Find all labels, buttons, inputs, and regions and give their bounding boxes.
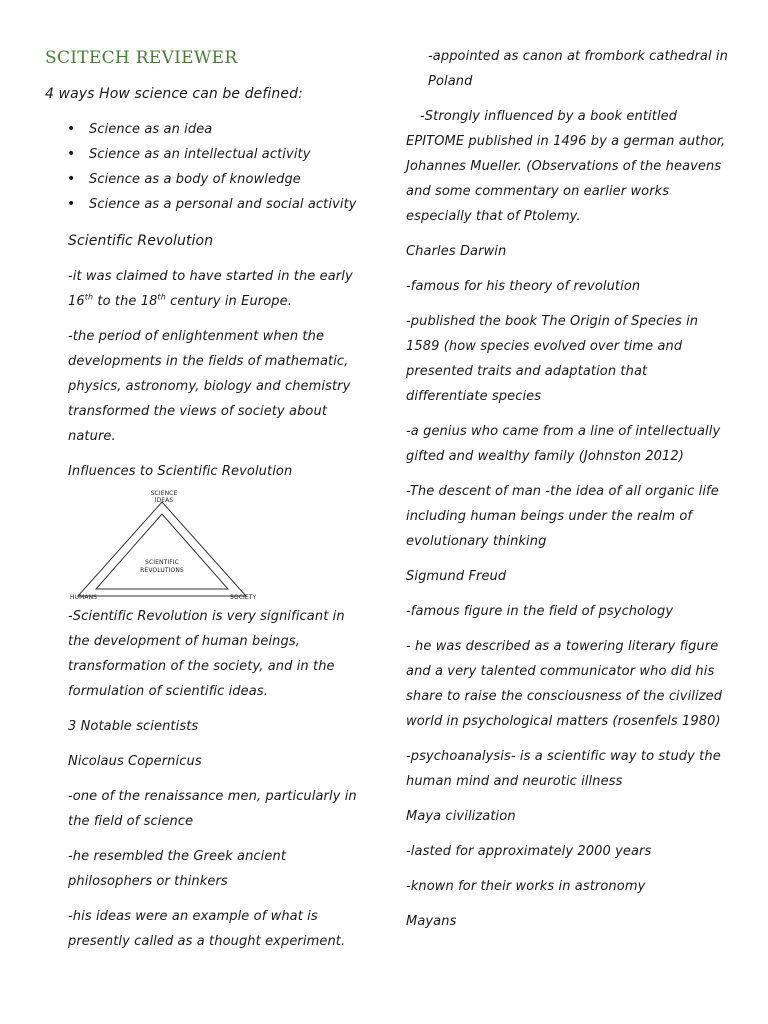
darwin-point: -a genius who came from a line of intellectually gifted and wealthy family (Johnston 2012) [406, 424, 721, 464]
diagram-left-label: HUMANS [70, 594, 98, 600]
copernicus-point: -one of the renaissance men, particularly in the field of science [68, 789, 357, 829]
freud-point: -psychoanalysis- is a scientific way to study the human mind and neurotic illness [406, 749, 721, 789]
definitions-list [45, 117, 365, 217]
left-column [45, 48, 365, 964]
list-item: • Science as an intellectual activity [45, 142, 365, 167]
diagram-center-label-1: SCIENTIFIC [145, 559, 179, 566]
page-title: SCITECH REVIEWER [45, 48, 238, 68]
scientific-revolution-heading: Scientific Revolution [68, 233, 214, 249]
list-item: • Science as a personal and social activity [45, 192, 365, 217]
copernicus-canon: -appointed as canon at frombork cathedral in Poland [428, 49, 728, 89]
influences-triangle-diagram [66, 488, 256, 600]
mayans-heading: Mayans [406, 914, 457, 929]
maya-point: -lasted for approximately 2000 years [406, 844, 652, 859]
right-column [406, 44, 731, 944]
diagram-top-label-1: SCIENCE [150, 490, 178, 497]
list-item: • Science as an idea [45, 117, 365, 142]
claim-paragraph: -it was claimed to have started in the early 16th to the 18th century in Europe. [68, 269, 353, 309]
freud-heading: Sigmund Freud [406, 569, 507, 584]
influences-heading: Influences to Scientific Revolution [68, 464, 293, 479]
copernicus-heading: Nicolaus Copernicus [68, 754, 202, 769]
diagram-right-label: SOCIETY [230, 594, 256, 600]
list-item: • Science as a body of knowledge [45, 167, 365, 192]
darwin-point: -published the book The Origin of Species in 1589 (how species evolved over time and presented traits and adaptation that differentiate species [406, 314, 699, 404]
copernicus-point: -he resembled the Greek ancient philosophers or thinkers [68, 849, 287, 889]
ways-heading: 4 ways How science can be defined: [45, 86, 303, 102]
copernicus-point: -his ideas were an example of what is presently called as a thought experiment. [68, 909, 346, 949]
freud-point: -famous figure in the field of psychology [406, 604, 674, 619]
maya-heading: Maya civilization [406, 809, 516, 824]
freud-point: - he was described as a towering literary figure and a very talented communicator who did his share to raise the consciousness of the civilized world in psychological matters (rosenfels 1980) [406, 639, 723, 729]
diagram-top-label-2: IDEAS [154, 497, 174, 504]
enlightenment-paragraph: -the period of enlightenment when the developments in the fields of mathematic, physics, astronomy, biology and chemistry transformed the views of society about nature. [68, 329, 351, 444]
diagram-center-label-2: REVOLUTIONS [140, 567, 184, 574]
darwin-heading: Charles Darwin [406, 244, 507, 259]
darwin-point: -famous for his theory of revolution [406, 279, 641, 294]
significance-paragraph: -Scientific Revolution is very significant in the development of human beings, transformation of the society, and in the formulation of scientific ideas. [68, 609, 345, 699]
darwin-point: -The descent of man -the idea of all organic life including human beings under the realm of evolutionary thinking [406, 484, 719, 549]
maya-point: -known for their works in astronomy [406, 879, 646, 894]
copernicus-epitome: -Strongly influenced by a book entitled EPITOME published in 1496 by a german author, Johannes Mueller. (Observations of the heavens and some commentary on earlier works especially that of Ptolemy. [406, 109, 726, 224]
notable-scientists-heading: 3 Notable scientists [68, 719, 199, 734]
